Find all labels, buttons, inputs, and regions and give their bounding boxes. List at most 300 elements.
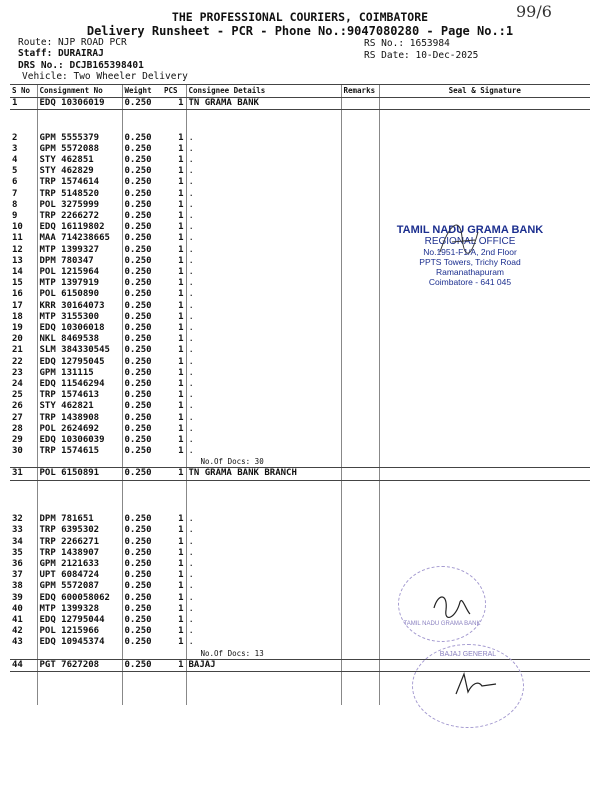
row-sno: 11 bbox=[12, 233, 23, 244]
table-row bbox=[10, 155, 590, 166]
handwritten-note: 99/6 bbox=[516, 2, 552, 21]
row-pcs: 1 bbox=[178, 143, 184, 154]
row-seal bbox=[379, 166, 590, 177]
table-row bbox=[10, 166, 590, 177]
row-weight: 0.250 bbox=[122, 323, 162, 334]
row-consignee: . bbox=[186, 401, 341, 412]
blank-row bbox=[10, 492, 590, 503]
row-consignee: . bbox=[186, 200, 341, 211]
row-weight: 0.250 bbox=[122, 301, 162, 312]
row-sno: 17 bbox=[12, 300, 23, 311]
row-weight: 0.250 bbox=[122, 334, 162, 345]
row-pcs: 1 bbox=[178, 154, 184, 165]
row-sno: 41 bbox=[12, 615, 23, 626]
stamp-line1: TAMIL NADU GRAMA BANK bbox=[396, 224, 544, 236]
row-remarks bbox=[341, 345, 379, 356]
row-pcs: 1 bbox=[178, 166, 184, 177]
row-weight: 0.250 bbox=[122, 604, 162, 615]
row-pcs: 1 bbox=[178, 356, 184, 367]
row-sno: 14 bbox=[12, 267, 23, 278]
row-consignment: EDQ 10945374 bbox=[37, 637, 122, 648]
row-pcs: 1 bbox=[178, 423, 184, 434]
bank-seal-text: TAMIL NADU GRAMA BANK bbox=[403, 621, 481, 627]
row-consignment: GPM 5572087 bbox=[37, 581, 122, 592]
row-pcs: 1 bbox=[178, 367, 184, 378]
row-pcs: 1 bbox=[178, 267, 184, 278]
row-pcs: 1 bbox=[162, 98, 186, 110]
row-consignee: . bbox=[186, 211, 341, 222]
row-weight: 0.250 bbox=[122, 256, 162, 267]
row-weight: 0.250 bbox=[122, 155, 162, 166]
signature-1 bbox=[430, 212, 490, 272]
row-consignment: DPM 781651 bbox=[37, 514, 122, 525]
row-seal bbox=[379, 98, 590, 110]
row-consignment: STY 462821 bbox=[37, 401, 122, 412]
row-sno: 16 bbox=[12, 289, 23, 300]
row-pcs: 1 bbox=[178, 570, 184, 581]
row-seal bbox=[379, 525, 590, 536]
row-remarks bbox=[341, 211, 379, 222]
row-remarks bbox=[341, 200, 379, 211]
row-weight: 0.250 bbox=[122, 468, 162, 480]
row-consignee: . bbox=[186, 177, 341, 188]
row-pcs: 1 bbox=[178, 390, 184, 401]
row-remarks bbox=[341, 312, 379, 323]
row-remarks bbox=[341, 390, 379, 401]
row-remarks bbox=[341, 446, 379, 457]
table-row bbox=[10, 413, 590, 424]
col-weight: Weight bbox=[122, 85, 162, 98]
row-sno: 9 bbox=[12, 211, 18, 221]
row-consignee: . bbox=[186, 312, 341, 323]
row-remarks bbox=[341, 548, 379, 559]
row-pcs: 1 bbox=[178, 300, 184, 311]
row-seal bbox=[379, 468, 590, 480]
row-consignee: . bbox=[186, 593, 341, 604]
table-row bbox=[10, 604, 590, 615]
row-consignee: . bbox=[186, 345, 341, 356]
row-seal bbox=[379, 537, 590, 548]
row-consignee: TN GRAMA BANK bbox=[186, 98, 341, 110]
table-row bbox=[10, 312, 590, 323]
row-weight: 0.250 bbox=[122, 357, 162, 368]
stamp-line6: Coimbatore - 641 045 bbox=[428, 277, 512, 287]
row-seal bbox=[379, 435, 590, 446]
row-seal bbox=[379, 413, 590, 424]
row-consignee: . bbox=[186, 525, 341, 536]
row-consignee: . bbox=[186, 233, 341, 244]
row-consignment: TRP 1574614 bbox=[37, 177, 122, 188]
row-weight: 0.250 bbox=[122, 98, 162, 110]
table-row bbox=[10, 581, 590, 592]
row-remarks bbox=[341, 435, 379, 446]
row-weight: 0.250 bbox=[122, 278, 162, 289]
row-weight: 0.250 bbox=[122, 390, 162, 401]
row-pcs: 1 bbox=[178, 222, 184, 233]
row-consignee: . bbox=[186, 267, 341, 278]
row-sno: 2 bbox=[12, 132, 18, 143]
row-pcs: 1 bbox=[178, 581, 184, 592]
row-sno: 6 bbox=[12, 177, 18, 188]
row-seal bbox=[379, 133, 590, 144]
row-weight: 0.250 bbox=[122, 559, 162, 570]
row-consignment: GPM 2121633 bbox=[37, 559, 122, 570]
row-pcs: 1 bbox=[178, 379, 184, 390]
row-consignee: . bbox=[186, 514, 341, 525]
row-consignee: . bbox=[186, 222, 341, 233]
row-weight: 0.250 bbox=[122, 267, 162, 278]
row-remarks bbox=[341, 245, 379, 256]
row-sno: 12 bbox=[12, 244, 23, 255]
row-consignment: TRP 1438908 bbox=[37, 413, 122, 424]
row-consignee: . bbox=[186, 368, 341, 379]
row-consignee: . bbox=[186, 559, 341, 570]
row-consignment: TRP 1574613 bbox=[37, 390, 122, 401]
table-row bbox=[10, 435, 590, 446]
row-consignment: STY 462851 bbox=[37, 155, 122, 166]
row-weight: 0.250 bbox=[122, 211, 162, 222]
row-consignee: BAJAJ bbox=[186, 659, 341, 671]
row-remarks bbox=[341, 189, 379, 200]
docs-count: No.Of Docs: 13 bbox=[186, 649, 341, 660]
blank-row bbox=[10, 480, 590, 492]
row-remarks bbox=[341, 166, 379, 177]
row-consignee: . bbox=[186, 323, 341, 334]
row-sno: 10 bbox=[12, 222, 23, 233]
row-sno: 21 bbox=[12, 345, 23, 356]
row-consignment: EDQ 16119802 bbox=[37, 222, 122, 233]
row-weight: 0.250 bbox=[122, 659, 162, 671]
row-consignment: GPM 5572088 bbox=[37, 144, 122, 155]
row-consignee: . bbox=[186, 424, 341, 435]
row-consignee: . bbox=[186, 537, 341, 548]
row-pcs: 1 bbox=[178, 211, 184, 221]
table-row bbox=[10, 200, 590, 211]
row-consignment: EDQ 11546294 bbox=[37, 379, 122, 390]
row-consignee: . bbox=[186, 166, 341, 177]
row-pcs: 1 bbox=[178, 199, 184, 210]
row-sno: 13 bbox=[12, 255, 23, 266]
row-sno: 20 bbox=[12, 334, 23, 345]
signature-2 bbox=[426, 588, 476, 628]
row-consignee: . bbox=[186, 357, 341, 368]
row-sno: 35 bbox=[12, 547, 23, 558]
row-weight: 0.250 bbox=[122, 200, 162, 211]
row-weight: 0.250 bbox=[122, 626, 162, 637]
row-sno: 5 bbox=[12, 166, 18, 177]
row-remarks bbox=[341, 379, 379, 390]
row-consignment: NKL 8469538 bbox=[37, 334, 122, 345]
row-seal bbox=[379, 289, 590, 300]
row-pcs: 1 bbox=[178, 289, 184, 300]
table-row bbox=[10, 323, 590, 334]
row-consignment: POL 3275999 bbox=[37, 200, 122, 211]
row-pcs: 1 bbox=[178, 435, 184, 446]
row-sno: 22 bbox=[12, 356, 23, 367]
row-weight: 0.250 bbox=[122, 368, 162, 379]
row-pcs: 1 bbox=[178, 592, 184, 603]
row-consignee: . bbox=[186, 548, 341, 559]
row-consignee: . bbox=[186, 581, 341, 592]
row-remarks bbox=[341, 581, 379, 592]
table-row bbox=[10, 301, 590, 312]
row-seal bbox=[379, 155, 590, 166]
row-sno: 31 bbox=[10, 468, 37, 480]
row-seal bbox=[379, 357, 590, 368]
col-consignee: Consignee Details bbox=[186, 85, 341, 98]
row-pcs: 1 bbox=[178, 637, 184, 648]
row-pcs: 1 bbox=[178, 244, 184, 255]
row-weight: 0.250 bbox=[122, 581, 162, 592]
table-row bbox=[10, 133, 590, 144]
table-row bbox=[10, 637, 590, 648]
row-sno: 43 bbox=[12, 637, 23, 648]
row-weight: 0.250 bbox=[122, 245, 162, 256]
row-pcs: 1 bbox=[178, 412, 184, 423]
route-info: Route: NJP ROAD PCR bbox=[18, 37, 127, 48]
row-seal bbox=[379, 301, 590, 312]
row-weight: 0.250 bbox=[122, 379, 162, 390]
section-head-row bbox=[10, 98, 590, 110]
row-pcs: 1 bbox=[178, 278, 184, 289]
row-pcs: 1 bbox=[162, 468, 186, 480]
stamp-line4: PPTS Towers, Trichy Road bbox=[419, 257, 521, 267]
row-consignment: EDQ 10306039 bbox=[37, 435, 122, 446]
table-row bbox=[10, 424, 590, 435]
row-consignee: . bbox=[186, 155, 341, 166]
row-sno: 33 bbox=[12, 525, 23, 536]
row-consignee: . bbox=[186, 133, 341, 144]
table-row bbox=[10, 390, 590, 401]
row-sno: 19 bbox=[12, 323, 23, 334]
row-sno: 40 bbox=[12, 603, 23, 614]
row-sno: 34 bbox=[12, 536, 23, 547]
col-sno: S No bbox=[10, 85, 37, 98]
stamp-line2: REGIONAL OFFICE bbox=[424, 236, 516, 247]
row-weight: 0.250 bbox=[122, 548, 162, 559]
row-pcs: 1 bbox=[178, 559, 184, 570]
row-sno: 27 bbox=[12, 412, 23, 423]
row-sno: 1 bbox=[10, 98, 37, 110]
row-weight: 0.250 bbox=[122, 166, 162, 177]
row-sno: 24 bbox=[12, 379, 23, 390]
table-row bbox=[10, 593, 590, 604]
row-remarks bbox=[341, 659, 379, 671]
row-weight: 0.250 bbox=[122, 133, 162, 144]
table-row bbox=[10, 289, 590, 300]
row-pcs: 1 bbox=[178, 311, 184, 322]
table-row bbox=[10, 559, 590, 570]
table-row bbox=[10, 189, 590, 200]
row-consignee: . bbox=[186, 144, 341, 155]
row-remarks bbox=[341, 278, 379, 289]
row-consignee: . bbox=[186, 604, 341, 615]
row-remarks bbox=[341, 537, 379, 548]
row-remarks bbox=[341, 357, 379, 368]
rs-no: RS No.: 1653984 bbox=[364, 38, 450, 49]
row-pcs: 1 bbox=[178, 626, 184, 637]
row-consignment: POL 1215966 bbox=[37, 626, 122, 637]
row-consignee: . bbox=[186, 615, 341, 626]
row-consignment: EDQ 10306019 bbox=[37, 98, 122, 110]
row-remarks bbox=[341, 289, 379, 300]
row-remarks bbox=[341, 155, 379, 166]
row-consignment: TRP 2266271 bbox=[37, 537, 122, 548]
col-pcs: PCS bbox=[162, 85, 186, 98]
row-seal bbox=[379, 446, 590, 457]
row-sno: 7 bbox=[12, 188, 18, 199]
row-consignment: EDQ 600058062 bbox=[37, 593, 122, 604]
row-remarks bbox=[341, 334, 379, 345]
row-consignee: . bbox=[186, 379, 341, 390]
row-pcs: 1 bbox=[178, 132, 184, 143]
rs-date: RS Date: 10-Dec-2025 bbox=[364, 50, 479, 61]
table-row bbox=[10, 548, 590, 559]
row-weight: 0.250 bbox=[122, 189, 162, 200]
row-pcs: 1 bbox=[178, 177, 184, 188]
row-seal bbox=[379, 514, 590, 525]
blank-row bbox=[10, 503, 590, 514]
row-pcs: 1 bbox=[178, 401, 184, 412]
row-consignment: TRP 6395302 bbox=[37, 525, 122, 536]
row-remarks bbox=[341, 267, 379, 278]
docs-count-row bbox=[10, 457, 590, 468]
row-consignee: . bbox=[186, 289, 341, 300]
blank-row bbox=[10, 121, 590, 132]
table-row bbox=[10, 334, 590, 345]
table-row bbox=[10, 368, 590, 379]
staff-info: Staff: DURAIRAJ bbox=[18, 48, 104, 59]
col-remarks: Remarks bbox=[341, 85, 379, 98]
row-remarks bbox=[341, 401, 379, 412]
row-remarks bbox=[341, 525, 379, 536]
row-consignee: . bbox=[186, 413, 341, 424]
row-sno: 30 bbox=[12, 446, 23, 457]
row-pcs: 1 bbox=[178, 603, 184, 614]
table-row bbox=[10, 211, 590, 222]
row-pcs: 1 bbox=[178, 255, 184, 266]
company-title: THE PROFESSIONAL COURIERS, COIMBATORE bbox=[171, 10, 429, 24]
row-sno: 18 bbox=[12, 311, 23, 322]
row-remarks bbox=[341, 368, 379, 379]
row-consignment: SLM 384330545 bbox=[37, 345, 122, 356]
row-sno: 26 bbox=[12, 401, 23, 412]
row-consignment: MTP 1399327 bbox=[37, 245, 122, 256]
row-sno: 44 bbox=[10, 659, 37, 671]
row-seal bbox=[379, 401, 590, 412]
row-remarks bbox=[341, 559, 379, 570]
runsheet-table bbox=[10, 84, 590, 705]
row-seal bbox=[379, 323, 590, 334]
row-seal bbox=[379, 379, 590, 390]
row-remarks bbox=[341, 626, 379, 637]
table-row bbox=[10, 537, 590, 548]
row-weight: 0.250 bbox=[122, 637, 162, 648]
row-remarks bbox=[341, 144, 379, 155]
row-consignment: STY 462829 bbox=[37, 166, 122, 177]
row-weight: 0.250 bbox=[122, 345, 162, 356]
row-weight: 0.250 bbox=[122, 401, 162, 412]
row-sno: 39 bbox=[12, 592, 23, 603]
row-pcs: 1 bbox=[162, 659, 186, 671]
row-remarks bbox=[341, 233, 379, 244]
row-seal bbox=[379, 334, 590, 345]
row-seal bbox=[379, 424, 590, 435]
row-consignee: . bbox=[186, 435, 341, 446]
row-sno: 37 bbox=[12, 570, 23, 581]
row-remarks bbox=[341, 604, 379, 615]
row-seal bbox=[379, 177, 590, 188]
vehicle-info: Vehicle: Two Wheeler Delivery bbox=[22, 71, 188, 82]
row-sno: 29 bbox=[12, 435, 23, 446]
table-row bbox=[10, 570, 590, 581]
row-seal bbox=[379, 368, 590, 379]
row-consignment: PGT 7627208 bbox=[37, 659, 122, 671]
row-seal bbox=[379, 548, 590, 559]
row-remarks bbox=[341, 177, 379, 188]
row-pcs: 1 bbox=[178, 188, 184, 199]
row-sno: 25 bbox=[12, 390, 23, 401]
row-consignment: MTP 3155300 bbox=[37, 312, 122, 323]
row-weight: 0.250 bbox=[122, 615, 162, 626]
section-head-row bbox=[10, 468, 590, 480]
row-consignment: POL 2624692 bbox=[37, 424, 122, 435]
row-consignee: . bbox=[186, 256, 341, 267]
row-consignment: DPM 780347 bbox=[37, 256, 122, 267]
row-remarks bbox=[341, 615, 379, 626]
stamp-line5: Ramanathapuram bbox=[435, 267, 505, 277]
row-weight: 0.250 bbox=[122, 144, 162, 155]
row-weight: 0.250 bbox=[122, 537, 162, 548]
row-consignment: POL 1215964 bbox=[37, 267, 122, 278]
row-remarks bbox=[341, 514, 379, 525]
table-header-row bbox=[10, 85, 590, 98]
table-row bbox=[10, 345, 590, 356]
table-row bbox=[10, 379, 590, 390]
blank-row bbox=[10, 110, 590, 122]
table-row bbox=[10, 401, 590, 412]
runsheet-title: Delivery Runsheet - PCR - Phone No.:9047080280 - Page No.:1 bbox=[86, 24, 514, 38]
table-row bbox=[10, 144, 590, 155]
row-sno: 42 bbox=[12, 626, 23, 637]
row-remarks bbox=[341, 593, 379, 604]
row-seal bbox=[379, 390, 590, 401]
row-remarks bbox=[341, 570, 379, 581]
row-sno: 3 bbox=[12, 143, 18, 154]
row-remarks bbox=[341, 413, 379, 424]
row-remarks bbox=[341, 256, 379, 267]
row-seal bbox=[379, 144, 590, 155]
row-pcs: 1 bbox=[178, 233, 184, 244]
row-sno: 15 bbox=[12, 278, 23, 289]
row-seal bbox=[379, 345, 590, 356]
row-remarks bbox=[341, 637, 379, 648]
row-consignee: . bbox=[186, 245, 341, 256]
row-consignment: EDQ 10306018 bbox=[37, 323, 122, 334]
row-weight: 0.250 bbox=[122, 222, 162, 233]
row-consignment: TRP 1574615 bbox=[37, 446, 122, 457]
row-seal bbox=[379, 189, 590, 200]
row-pcs: 1 bbox=[178, 345, 184, 356]
table-row bbox=[10, 525, 590, 536]
row-weight: 0.250 bbox=[122, 525, 162, 536]
row-sno: 38 bbox=[12, 581, 23, 592]
row-weight: 0.250 bbox=[122, 312, 162, 323]
row-sno: 28 bbox=[12, 423, 23, 434]
row-seal bbox=[379, 200, 590, 211]
table-row bbox=[10, 514, 590, 525]
row-consignment: TRP 5148520 bbox=[37, 189, 122, 200]
